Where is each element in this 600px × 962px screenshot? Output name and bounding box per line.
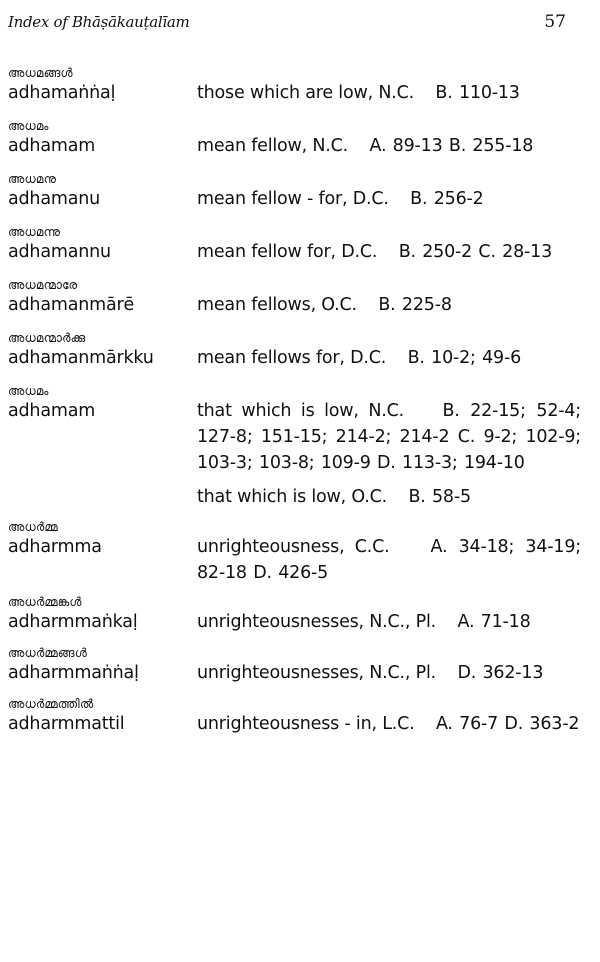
malayalam-headword: അധർമ്മ [8,520,58,534]
malayalam-headword: അധമന്മാർക്കു [8,331,86,345]
references: B. 225-8 [378,295,452,315]
senses [197,186,600,212]
entry-row [0,660,600,686]
entry-row [0,186,600,212]
references: B. 22-15; 52-4; 127-8; 151-15; 214-2; 214-2 C. 9-2; 102-9; 103-3; 103-8; 109-9 D. 113-3; 194-10 [197,401,581,473]
index-entry [0,278,600,318]
index-entry [0,595,600,635]
sense [197,345,581,371]
transliteration: adhamaṅṅaḷ [8,83,116,103]
malayalam-headword: അധമന്മാരേ [8,278,78,292]
sense [197,660,581,686]
senses [197,660,600,686]
gloss: unrighteousness - in, L.C. [197,714,415,734]
gloss: mean fellows for, D.C. [197,348,387,368]
index-entry [0,697,600,737]
senses [197,398,600,510]
malayalam-headword: അധമം [8,119,49,133]
sense [197,534,581,586]
gloss: mean fellow - for, D.C. [197,189,389,209]
index-entries [0,66,600,749]
index-entry [0,66,600,106]
entry-row [0,292,600,318]
entry-row [0,133,600,159]
sense [197,484,581,510]
senses [197,80,600,106]
running-title: Index of Bhāṣākauṭalīam [8,13,190,31]
malayalam-headword: അധർമ്മത്തിൽ [8,697,94,711]
sense [197,186,581,212]
references: A. 71-18 [457,612,531,632]
index-entry [0,520,600,586]
malayalam-headword: അധർമ്മങ്കൾ [8,595,82,609]
senses [197,292,600,318]
malayalam-headword: അധർമ്മങ്ങൾ [8,646,87,660]
transliteration: adhamam [8,136,96,156]
transliteration: adhamanmārkku [8,348,154,368]
index-entry [0,119,600,159]
gloss: unrighteousness, C.C. [197,537,390,557]
references: B. 110-13 [435,83,520,103]
transliteration: adharmmaṅkaḷ [8,612,138,632]
entry-row [0,534,600,586]
transliteration: adhamannu [8,242,111,262]
sense [197,292,581,318]
malayalam-headword: അധമം [8,384,49,398]
sense [197,609,581,635]
senses [197,711,600,737]
sense [197,398,581,476]
transliteration: adharmmattil [8,714,125,734]
sense [197,711,581,737]
malayalam-headword: അധമന്നു [8,225,61,239]
gloss: that which is low, N.C. [197,401,405,421]
sense [197,239,581,265]
transliteration: adhamanmārē [8,295,135,315]
senses [197,609,600,635]
references: A. 34-18; 34-19; 82-18 D. 426-5 [197,537,581,583]
senses [197,133,600,159]
gloss: mean fellows, O.C. [197,295,357,315]
entry-row [0,345,600,371]
entry-row [0,609,600,635]
malayalam-headword: അധമങ്ങൾ [8,66,73,80]
index-entry [0,331,600,371]
references: A. 89-13 B. 255-18 [369,136,534,156]
entry-row [0,398,600,510]
references: B. 10-2; 49-6 [407,348,522,368]
gloss: that which is low, O.C. [197,487,388,507]
gloss: those which are low, N.C. [197,83,414,103]
running-header [8,12,566,36]
gloss: mean fellow for, D.C. [197,242,378,262]
index-entry [0,384,600,510]
transliteration: adharmma [8,537,102,557]
gloss: unrighteousnesses, N.C., Pl. [197,612,437,632]
page-number: 57 [544,12,566,32]
senses [197,239,600,265]
entry-row [0,711,600,737]
entry-row [0,239,600,265]
gloss: unrighteousnesses, N.C., Pl. [197,663,437,683]
senses [197,345,600,371]
references: A. 76-7 D. 363-2 [435,714,580,734]
references: B. 250-2 C. 28-13 [398,242,553,262]
malayalam-headword: അധമനു [8,172,57,186]
references: D. 362-13 [457,663,544,683]
transliteration: adhamanu [8,189,101,209]
transliteration: adharmmaṅṅaḷ [8,663,139,683]
gloss: mean fellow, N.C. [197,136,349,156]
senses [197,534,600,586]
index-entry [0,646,600,686]
sense [197,80,581,106]
index-entry [0,225,600,265]
sense [197,133,581,159]
references: B. 58-5 [408,487,471,507]
references: B. 256-2 [410,189,484,209]
entry-row [0,80,600,106]
transliteration: adhamam [8,401,96,421]
index-entry [0,172,600,212]
